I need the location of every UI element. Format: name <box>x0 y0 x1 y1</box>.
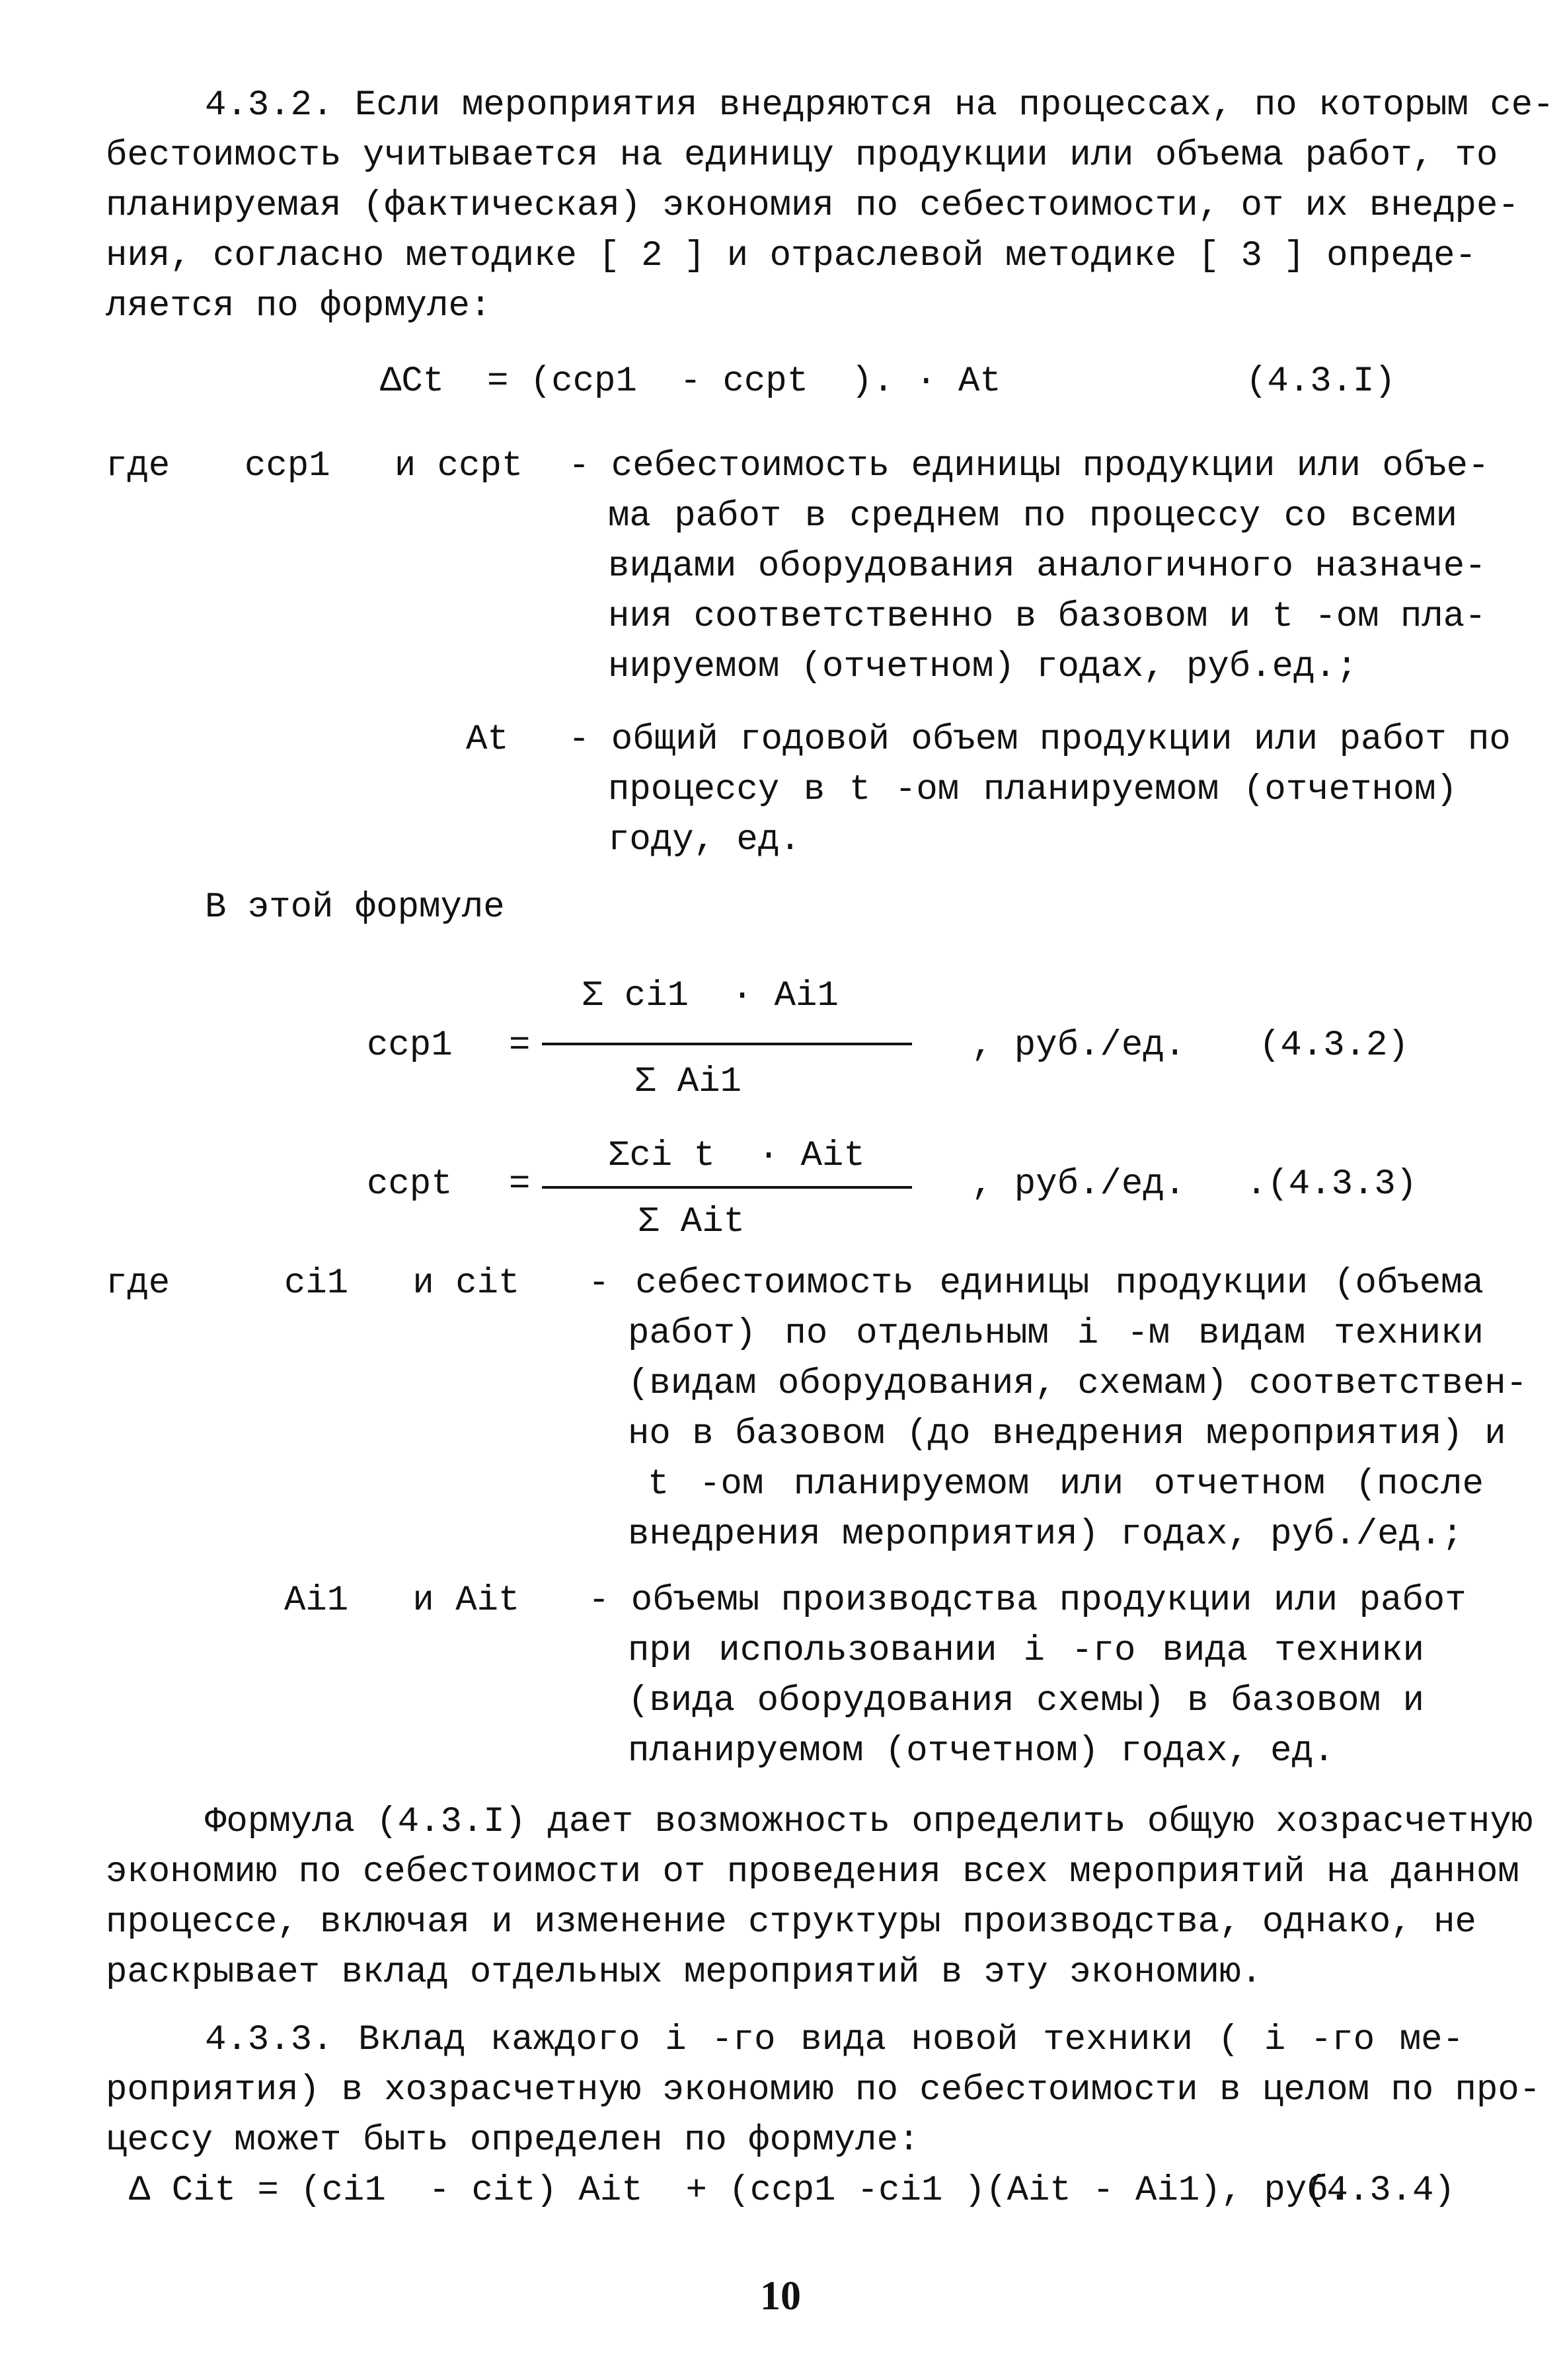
text-line: - себестоимость единицы продукции (объема <box>588 1263 1484 1304</box>
where-label: где <box>106 1263 171 1304</box>
text-line: t -ом планируемом или отчетном (после <box>648 1464 1484 1505</box>
text-line: цессу может быть определен по формуле: <box>106 2120 920 2161</box>
section-4-3-3-paragraph <box>106 2015 1541 2166</box>
where-label: где <box>106 446 171 486</box>
text-line: процессу в t -ом планируемом (отчетном) <box>608 770 1457 810</box>
text-line: - себестоимость единицы продукции или объе- <box>568 446 1490 486</box>
text-line: раскрывает вклад отдельных мероприятий в эту экономию. <box>106 1952 1262 1993</box>
formula-4-3-2-label: (4.3.2) <box>1259 1025 1409 1066</box>
text-line: ма работ в среднем по процессу со всеми <box>608 496 1457 537</box>
formula-note-paragraph <box>106 1797 1533 1998</box>
section-4-3-2-paragraph <box>106 81 1554 332</box>
text-line: экономию по себестоимости от проведения всех мероприятий на данном <box>106 1852 1519 1892</box>
text-line: планируемая (фактическая) экономия по себестоимости, от их внедре- <box>106 186 1519 226</box>
formula-4-3-1: ΔCt = (cср1 - cсрt ). · At <box>380 361 1001 402</box>
text-line: 4.3.2. Если мероприятия внедряются на процессах, по которым се- <box>205 85 1554 126</box>
text-line: (видам оборудования, схемам) соответствен- <box>628 1364 1528 1404</box>
text-line: (вида оборудования схемы) в базовом и <box>628 1681 1424 1721</box>
definition-text <box>568 715 1511 866</box>
text-line: году, ед. <box>608 820 801 860</box>
text-line: 4.3.3. Вклад каждого i -го вида новой техники ( i -го ме- <box>205 2020 1464 2060</box>
formula-4-3-2-eq: = <box>509 1025 531 1066</box>
formula-4-3-3-eq: = <box>509 1164 531 1205</box>
text-line: нируемом (отчетном) годах, руб.ед.; <box>608 647 1358 687</box>
definition-text <box>568 441 1490 692</box>
formula-4-3-2-numerator: Σ ci1 · Ai1 <box>582 976 839 1016</box>
fraction-bar <box>542 1043 912 1045</box>
formula-4-3-3-unit: , руб./ед. <box>971 1164 1186 1205</box>
definition-term: Ai1 и Ait <box>284 1580 520 1621</box>
text-line: планируемом (отчетном) годах, ед. <box>628 1731 1335 1771</box>
formula-4-3-3-numerator: Σci t · Ait <box>608 1136 865 1176</box>
text-line: Формула (4.3.I) дает возможность определить общую хозрасчетную <box>205 1802 1533 1842</box>
fraction-bar <box>542 1186 912 1189</box>
page-number: 10 <box>760 2274 801 2319</box>
formula-4-3-3-denominator: Σ Ait <box>638 1202 745 1242</box>
formula-4-3-2-denominator: Σ Ai1 <box>634 1062 742 1102</box>
definition-text <box>588 1576 1466 1777</box>
text-line: при использовании i -го вида техники <box>628 1631 1424 1671</box>
definition-term: At <box>466 720 509 760</box>
text-line: процессе, включая и изменение структуры производства, однако, не <box>106 1902 1476 1943</box>
formula-4-3-4: Δ Cit = (ci1 - cit) Ait + (cср1 -ci1 )(Ait - Ai1), руб. <box>129 2171 1350 2211</box>
formula-4-3-1-label: (4.3.I) <box>1246 361 1396 402</box>
definition-term: cср1 и cсрt <box>245 446 523 486</box>
text-line: роприятия) в хозрасчетную экономию по себестоимости в целом по про- <box>106 2070 1541 2110</box>
definition-text <box>588 1259 1528 1560</box>
formula-4-3-3-lhs: cсрt <box>367 1164 453 1205</box>
formula-4-3-4-label: (4.3.4) <box>1305 2171 1455 2211</box>
text-line: - объемы производства продукции или работ <box>588 1580 1466 1621</box>
text-line: внедрения мероприятия) годах, руб./ед.; <box>628 1514 1463 1555</box>
text-line: ляется по формуле: <box>106 286 492 326</box>
section-intro: В этой формуле <box>205 887 505 928</box>
text-line: но в базовом (до внедрения мероприятия) и <box>628 1414 1506 1454</box>
text-line: бестоимость учитывается на единицу продукции или объема работ, то <box>106 135 1498 176</box>
formula-4-3-2-lhs: cср1 <box>367 1025 453 1066</box>
definition-term: ci1 и cit <box>284 1263 520 1304</box>
text-line: - общий годовой объем продукции или работ по <box>568 720 1511 760</box>
formula-4-3-2-unit: , руб./ед. <box>971 1025 1186 1066</box>
text-line: ния соответственно в базовом и t -ом пла- <box>608 597 1486 637</box>
formula-4-3-3-label: .(4.3.3) <box>1246 1164 1418 1205</box>
text-line: видами оборудования аналогичного назначе- <box>608 546 1486 587</box>
text-line: работ) по отдельным i -м видам техники <box>628 1314 1484 1354</box>
text-line: ния, согласно методике [ 2 ] и отраслевой методике [ 3 ] опреде- <box>106 236 1476 276</box>
